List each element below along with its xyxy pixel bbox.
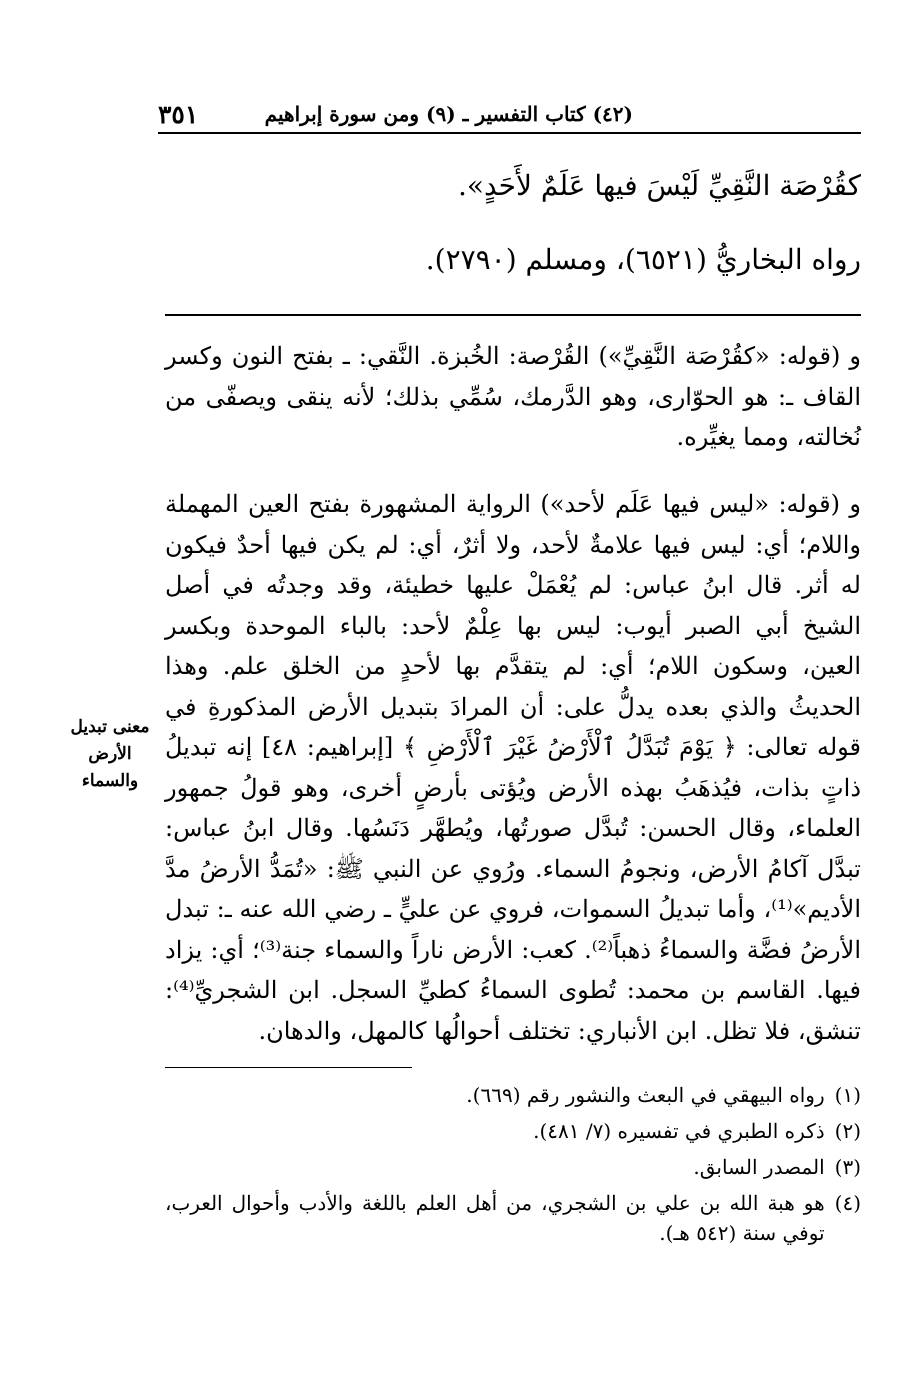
commentary-paragraph-2: و (قوله: «ليس فيها عَلَم لأحد») الرواية المشهورة بفتح العين المهملة واللام؛ أي: ليس فيها علامةٌ لأحد، ولا أثرٌ، أي: لم يكن فيها أحدٌ فيكون له أثر. قال ابنُ عباس: لم يُعْمَلْ عليها خطيئة، وقد وجدتُه في أصل الشيخ أبي الصبر أيوب: ليس بها عِلْمٌ لأحد: بالباء الموحدة وبكسر العين، وسكون اللام؛ أي: لم يتقدَّم بها لأحدٍ من الخلق علم. وهذا الحديثُ والذي بعده يدلُّ على: أن المرادَ بتبديل الأرض المذكورةِ في قوله تعالى: ﴿ يَوْمَ تُبَدَّلُ ٱلْأَرْضُ غَيْرَ ٱلْأَرْضِ ﴾ [إبراهيم: ٤٨] إنه تبديلُ ذاتٍ بذات، فيُذهَبُ بهذه الأرض ويُؤتى بأرضٍ أخرى، وهو قولُ جمهور العلماء، وقال الحسن: تُبدَّل صورتُها، ويُطهَّر دَنَسُها. وقال ابنُ عباس: تبدَّل آكامُ الأرض، ونجومُ السماء. ورُوي عن النبي ﷺ: «تُمَدُّ الأرضُ مدَّ الأديم»⁽¹⁾، وأما تبديلُ السموات، فروي عن عليٍّ ـ رضي الله عنه ـ: تبدل الأرضُ فضَّة والسماءُ ذهباً⁽²⁾. كعب: الأرض ناراً والسماء جنة⁽³⁾؛ أي: يزاد فيها. القاسم بن محمد: تُطوى السماءُ كطيِّ السجل. ابن الشجريِّ⁽⁴⁾: تنشق، فلا تظل. ابن الأنباري: تختلف أحوالُها كالمهل، والدهان. [165,490,862,1045]
hadith-source-line: رواه البخاريُّ (٦٥٢١)، ومسلم (٢٧٩٠). [425,243,861,276]
footnote-number: (١) [834,1083,861,1107]
section-divider [165,314,861,316]
footnote-item [165,1080,861,1110]
header-rule [158,132,861,134]
footnotes [165,1080,861,1254]
footnote-text: رواه البيهقي في البعث والنشور رقم (٦٦٩). [466,1083,825,1107]
commentary-paragraph-1: و (قوله: «كقُرْصَة النَّقِيِّ») القُرْصة: الخُبزة. النَّقي: ـ بفتح النون وكسر القاف ـ: هو الحوّارى، وهو الدَّرمك، سُمِّي بذلك؛ لأنه ينقى ويصفّى من نُخالته، ومما يغيِّره. [165,342,861,451]
footnote-text: المصدر السابق. [693,1155,825,1179]
footnote-number: (٣) [834,1155,861,1179]
running-title: (٤٢) كتاب التفسير ـ (٩) ومن سورة إبراهيم [264,102,633,126]
footnote-separator [165,1067,412,1068]
margin-note: معنى تبديل الأرض والسماء [70,717,150,791]
hadith-text-line-1: كقُرْصَة النَّقِيِّ لَيْسَ فيها عَلَمٌ لأَحَدٍ». [457,169,861,202]
footnote-item [165,1188,861,1248]
footnote-text: هو هبة الله بن علي بن الشجري، من أهل العلم باللغة والأدب وأحوال العرب، توفي سنة (٥٤٢ هـ). [165,1191,825,1245]
footnote-text: ذكره الطبري في تفسيره (٧/ ٤٨١). [533,1119,825,1143]
footnote-number: (٢) [834,1119,861,1143]
footnote-number: (٤) [834,1191,861,1215]
page-number: ٣٥١ [158,99,199,129]
footnote-item [165,1152,861,1182]
footnote-item [165,1116,861,1146]
page-header [158,98,861,130]
